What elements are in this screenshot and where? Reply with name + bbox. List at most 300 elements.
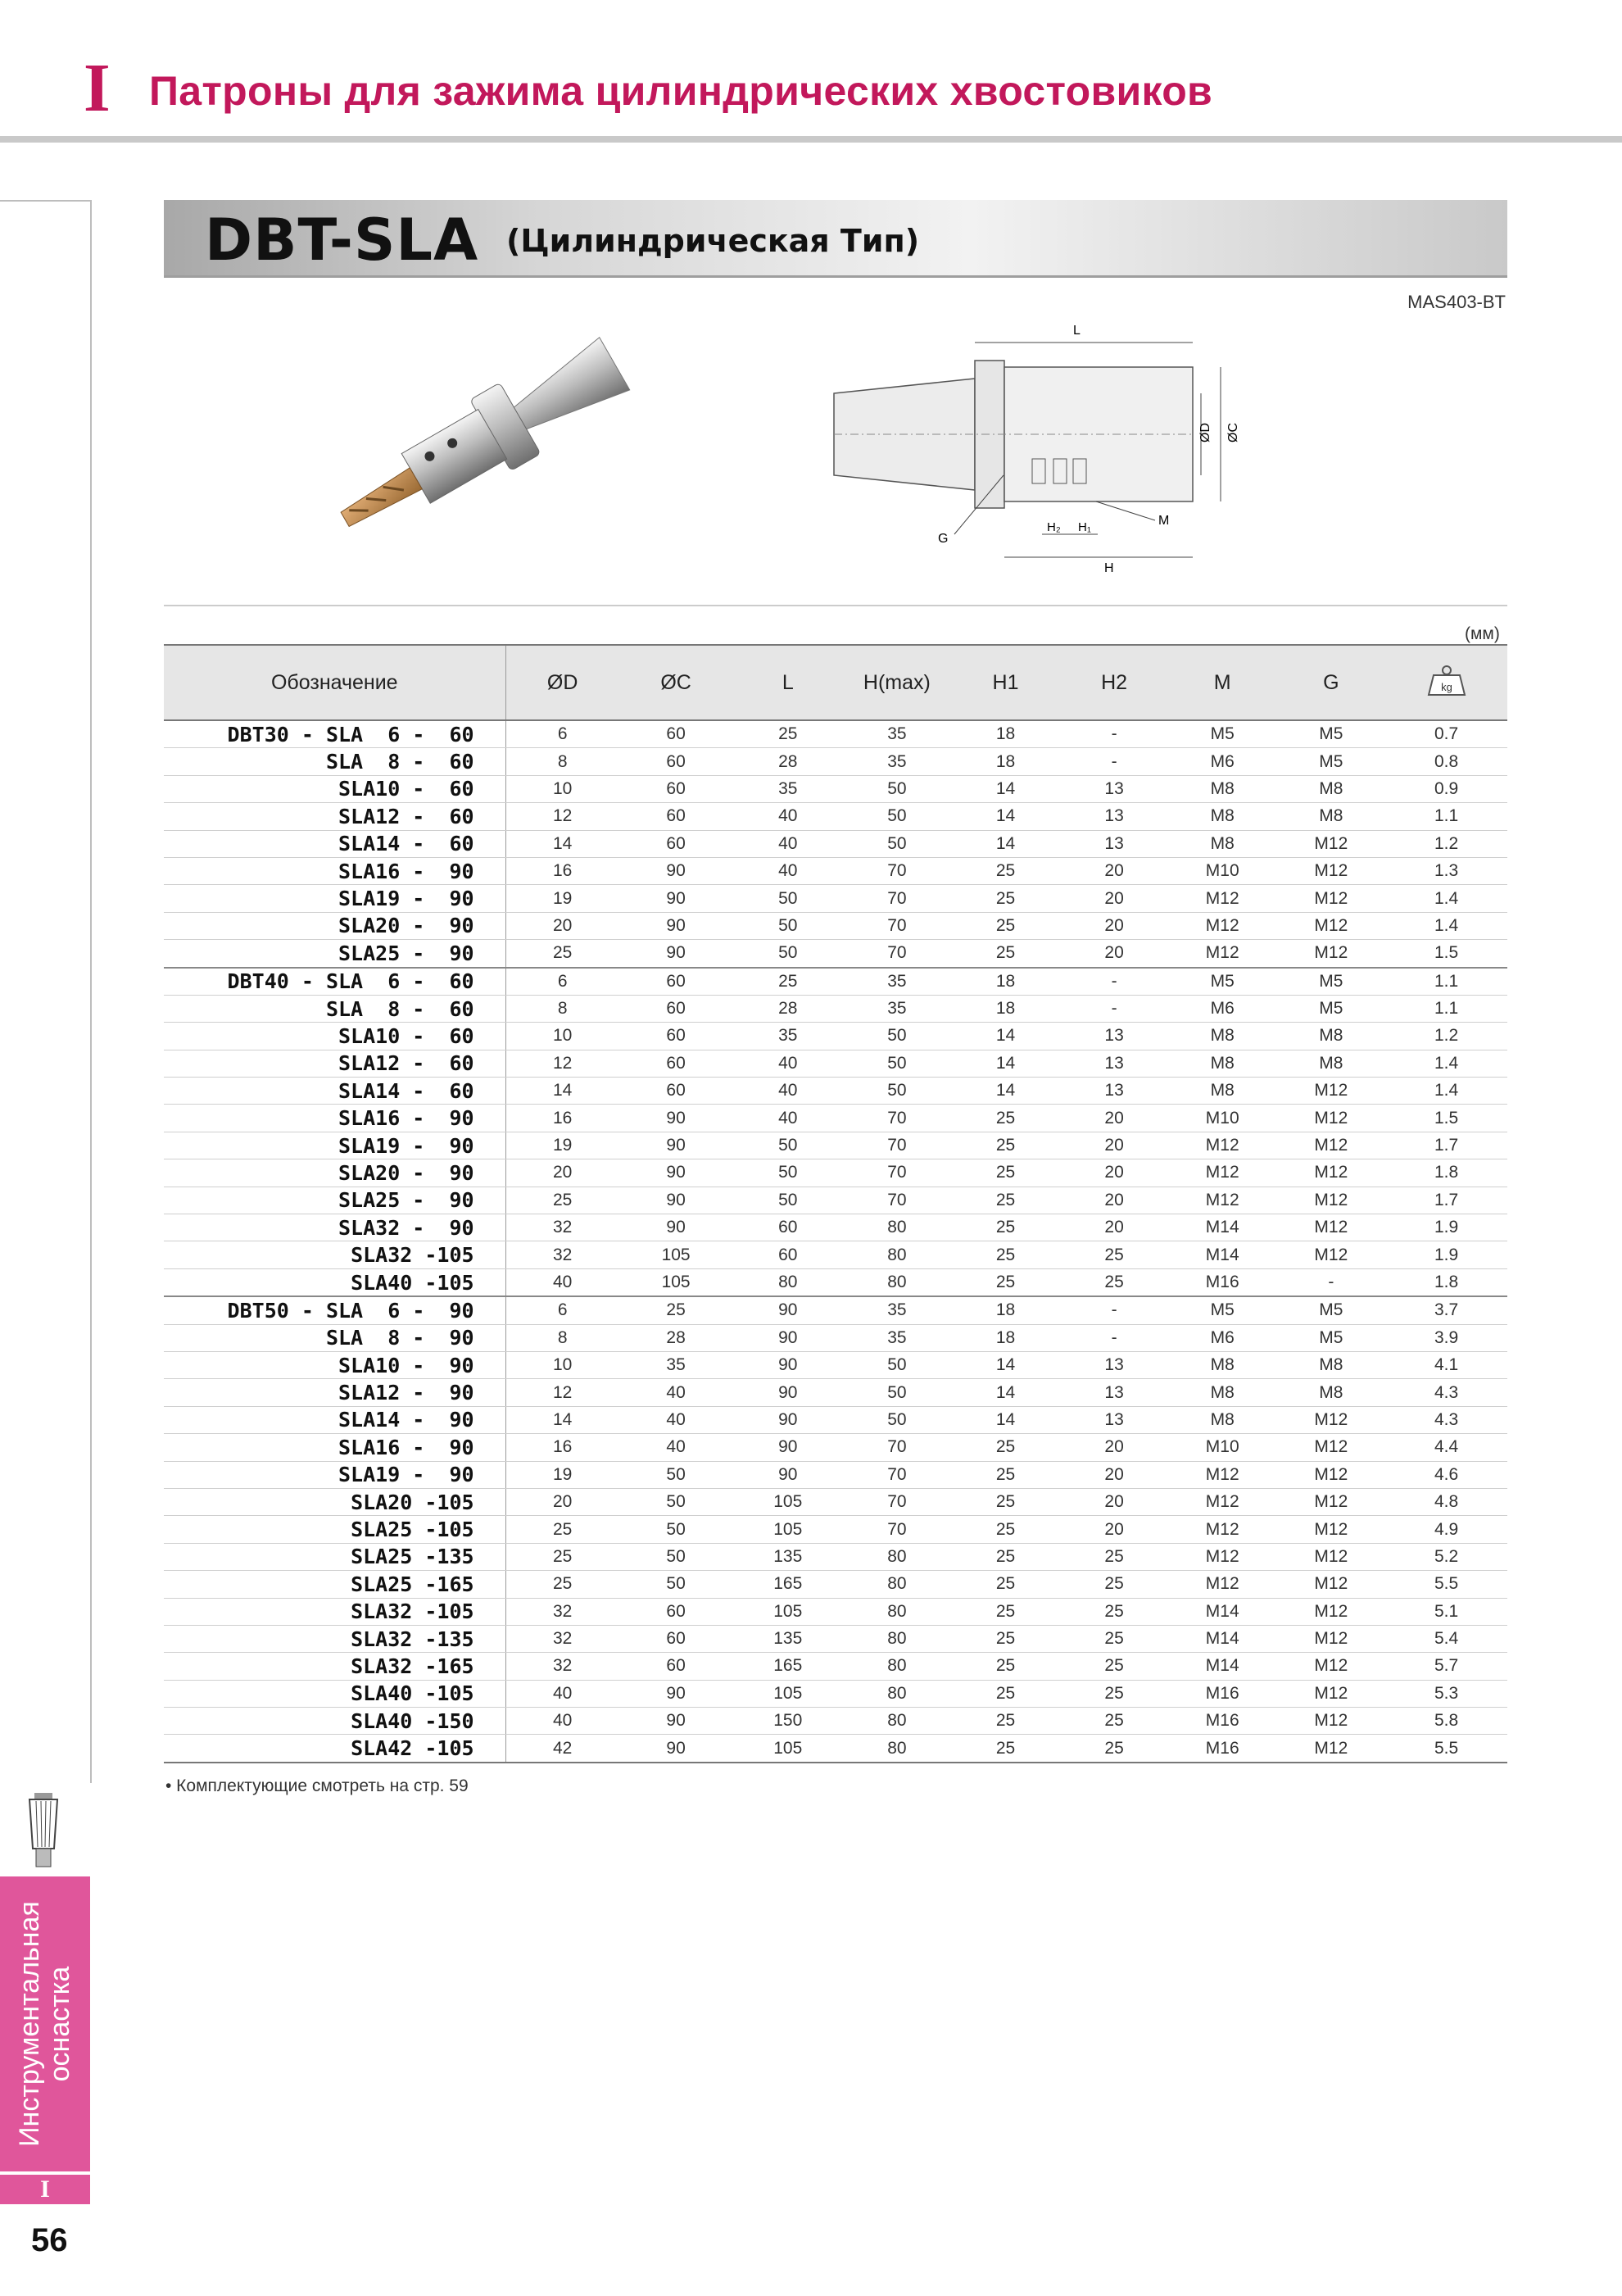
cell-hmax: 50 (843, 1406, 951, 1433)
cell-weight: 1.4 (1385, 1050, 1507, 1077)
table-row (164, 1324, 1507, 1351)
cell-l: 90 (732, 1461, 843, 1488)
cell-d: 12 (505, 803, 619, 830)
cell-l: 50 (732, 912, 843, 939)
cell-weight: 5.2 (1385, 1543, 1507, 1570)
cell-m: M5 (1168, 720, 1277, 748)
cell-l: 80 (732, 1268, 843, 1296)
cell-d: 25 (505, 1571, 619, 1598)
col-c: ØC (619, 645, 733, 720)
chapter-mark: I (84, 50, 111, 126)
cell-c: 90 (619, 1105, 733, 1132)
cell-g: M12 (1277, 1187, 1386, 1214)
cell-c: 90 (619, 1708, 733, 1735)
cell-l: 150 (732, 1708, 843, 1735)
cell-d: 40 (505, 1268, 619, 1296)
cell-d: 14 (505, 1406, 619, 1433)
table-row (164, 940, 1507, 968)
cell-m: M8 (1168, 1406, 1277, 1433)
cell-hmax: 70 (843, 1461, 951, 1488)
cell-designation: SLA25 -105 (164, 1516, 505, 1543)
cell-hmax: 70 (843, 1187, 951, 1214)
cell-h2: 25 (1060, 1571, 1168, 1598)
cell-weight: 1.8 (1385, 1268, 1507, 1296)
cell-l: 60 (732, 1241, 843, 1268)
cell-d: 25 (505, 1543, 619, 1570)
cell-d: 8 (505, 748, 619, 775)
cell-c: 60 (619, 1078, 733, 1105)
cell-hmax: 80 (843, 1241, 951, 1268)
cell-weight: 1.5 (1385, 940, 1507, 968)
left-frame (0, 200, 92, 1783)
cell-weight: 1.4 (1385, 885, 1507, 912)
cell-weight: 5.5 (1385, 1571, 1507, 1598)
unit-label: (мм) (1465, 624, 1500, 643)
cell-m: M12 (1168, 1187, 1277, 1214)
cell-m: M8 (1168, 1050, 1277, 1077)
table-row (164, 968, 1507, 996)
cell-designation: SLA25 - 90 (164, 940, 505, 968)
cell-h2: 25 (1060, 1543, 1168, 1570)
footnote: • Комплектующие смотреть на стр. 59 (165, 1776, 469, 1795)
cell-h1: 25 (951, 1132, 1061, 1159)
cell-designation: SLA10 - 90 (164, 1351, 505, 1378)
table-row (164, 1214, 1507, 1241)
cell-h2: 13 (1060, 1406, 1168, 1433)
cell-d: 14 (505, 1078, 619, 1105)
cell-l: 25 (732, 720, 843, 748)
separator (164, 605, 1507, 606)
cell-c: 50 (619, 1516, 733, 1543)
cell-h1: 25 (951, 1105, 1061, 1132)
cell-hmax: 70 (843, 1159, 951, 1187)
cell-l: 40 (732, 857, 843, 884)
cell-hmax: 70 (843, 1132, 951, 1159)
cell-l: 28 (732, 748, 843, 775)
cell-h1: 25 (951, 1680, 1061, 1707)
cell-weight: 1.9 (1385, 1241, 1507, 1268)
cell-hmax: 35 (843, 1296, 951, 1324)
cell-g: M12 (1277, 1159, 1386, 1187)
cell-g: M5 (1277, 748, 1386, 775)
cell-l: 105 (732, 1735, 843, 1763)
cell-m: M8 (1168, 1023, 1277, 1050)
cell-l: 40 (732, 830, 843, 857)
cell-hmax: 50 (843, 830, 951, 857)
cell-weight: 1.5 (1385, 1105, 1507, 1132)
cell-d: 25 (505, 1516, 619, 1543)
table-row (164, 775, 1507, 802)
cell-weight: 4.8 (1385, 1488, 1507, 1515)
spec-table-body (164, 720, 1507, 1763)
cell-h2: 13 (1060, 803, 1168, 830)
cell-l: 40 (732, 1050, 843, 1077)
cell-h1: 18 (951, 748, 1061, 775)
cell-m: M14 (1168, 1653, 1277, 1680)
cell-weight: 1.1 (1385, 995, 1507, 1022)
cell-d: 32 (505, 1241, 619, 1268)
cell-designation: SLA14 - 60 (164, 1078, 505, 1105)
cell-g: M12 (1277, 1653, 1386, 1680)
cell-designation: DBT30 - SLA 6 - 60 (164, 720, 505, 748)
cell-m: M10 (1168, 857, 1277, 884)
cell-h1: 25 (951, 1461, 1061, 1488)
cell-h2: 25 (1060, 1735, 1168, 1763)
cell-d: 25 (505, 1187, 619, 1214)
cell-h1: 25 (951, 1488, 1061, 1515)
cell-c: 60 (619, 1598, 733, 1625)
dim-c: ØC (1226, 423, 1240, 442)
cell-weight: 5.7 (1385, 1653, 1507, 1680)
cell-h2: 25 (1060, 1241, 1168, 1268)
cell-h1: 14 (951, 1406, 1061, 1433)
cell-h1: 25 (951, 1241, 1061, 1268)
cell-m: M6 (1168, 1324, 1277, 1351)
table-row (164, 1105, 1507, 1132)
cell-c: 35 (619, 1351, 733, 1378)
cell-h1: 25 (951, 912, 1061, 939)
cell-designation: SLA40 -150 (164, 1708, 505, 1735)
cell-weight: 1.9 (1385, 1214, 1507, 1241)
cell-c: 60 (619, 775, 733, 802)
cell-weight: 3.9 (1385, 1324, 1507, 1351)
cell-d: 20 (505, 912, 619, 939)
cell-g: M12 (1277, 1241, 1386, 1268)
cell-c: 60 (619, 968, 733, 996)
cell-m: M5 (1168, 968, 1277, 996)
col-d: ØD (505, 645, 619, 720)
cell-designation: SLA32 -105 (164, 1241, 505, 1268)
cell-g: M12 (1277, 1680, 1386, 1707)
cell-l: 90 (732, 1351, 843, 1378)
cell-l: 135 (732, 1625, 843, 1652)
cell-g: M8 (1277, 775, 1386, 802)
cell-h1: 25 (951, 1516, 1061, 1543)
cell-h2: 25 (1060, 1268, 1168, 1296)
cell-h2: 25 (1060, 1680, 1168, 1707)
cell-g: M12 (1277, 1735, 1386, 1763)
cell-hmax: 50 (843, 775, 951, 802)
cell-c: 50 (619, 1488, 733, 1515)
cell-designation: SLA20 -105 (164, 1488, 505, 1515)
dim-d: ØD (1198, 423, 1212, 442)
cell-weight: 4.6 (1385, 1461, 1507, 1488)
cell-h2: 25 (1060, 1708, 1168, 1735)
cell-g: M5 (1277, 995, 1386, 1022)
cell-designation: SLA16 - 90 (164, 1434, 505, 1461)
cell-l: 90 (732, 1296, 843, 1324)
cell-g: M12 (1277, 885, 1386, 912)
cell-weight: 4.3 (1385, 1406, 1507, 1433)
table-row (164, 1571, 1507, 1598)
col-designation: Обозначение (164, 645, 505, 720)
cell-c: 90 (619, 1159, 733, 1187)
cell-d: 8 (505, 1324, 619, 1351)
cell-h2: 20 (1060, 1461, 1168, 1488)
cell-h2: 20 (1060, 1516, 1168, 1543)
cell-l: 90 (732, 1434, 843, 1461)
cell-m: M12 (1168, 1488, 1277, 1515)
cell-m: M14 (1168, 1625, 1277, 1652)
cell-l: 105 (732, 1680, 843, 1707)
cell-c: 50 (619, 1571, 733, 1598)
cell-hmax: 80 (843, 1598, 951, 1625)
cell-hmax: 70 (843, 885, 951, 912)
cell-d: 40 (505, 1708, 619, 1735)
cell-m: M10 (1168, 1105, 1277, 1132)
cell-weight: 0.9 (1385, 775, 1507, 802)
section-tab-line2: оснастка (44, 1966, 75, 2082)
cell-l: 28 (732, 995, 843, 1022)
cell-g: M12 (1277, 1598, 1386, 1625)
cell-weight: 1.8 (1385, 1159, 1507, 1187)
cell-c: 60 (619, 1625, 733, 1652)
cell-m: M12 (1168, 1543, 1277, 1570)
cell-designation: SLA12 - 60 (164, 1050, 505, 1077)
cell-hmax: 80 (843, 1735, 951, 1763)
cell-h1: 25 (951, 1214, 1061, 1241)
table-row (164, 1434, 1507, 1461)
cell-h2: 20 (1060, 1434, 1168, 1461)
cell-hmax: 80 (843, 1708, 951, 1735)
cell-designation: SLA14 - 90 (164, 1406, 505, 1433)
cell-m: M8 (1168, 1078, 1277, 1105)
cell-h2: 13 (1060, 1351, 1168, 1378)
cell-h1: 25 (951, 1571, 1061, 1598)
cell-weight: 0.8 (1385, 748, 1507, 775)
cell-c: 50 (619, 1543, 733, 1570)
cell-weight: 4.4 (1385, 1434, 1507, 1461)
cell-designation: SLA25 -135 (164, 1543, 505, 1570)
cell-hmax: 35 (843, 968, 951, 996)
cell-h2: - (1060, 748, 1168, 775)
weight-icon (1427, 664, 1466, 697)
table-row (164, 1516, 1507, 1543)
cell-m: M8 (1168, 830, 1277, 857)
cell-m: M12 (1168, 1516, 1277, 1543)
cell-m: M14 (1168, 1214, 1277, 1241)
cell-c: 40 (619, 1406, 733, 1433)
cell-d: 25 (505, 940, 619, 968)
table-row (164, 1461, 1507, 1488)
cell-l: 135 (732, 1543, 843, 1570)
cell-g: M5 (1277, 1324, 1386, 1351)
cell-l: 50 (732, 885, 843, 912)
cell-g: M8 (1277, 1023, 1386, 1050)
cell-l: 40 (732, 1105, 843, 1132)
cell-h1: 18 (951, 968, 1061, 996)
cell-l: 165 (732, 1571, 843, 1598)
table-row (164, 1351, 1507, 1378)
cell-d: 32 (505, 1625, 619, 1652)
cell-h1: 25 (951, 1268, 1061, 1296)
cell-designation: SLA16 - 90 (164, 1105, 505, 1132)
cell-designation: SLA19 - 90 (164, 1132, 505, 1159)
cell-c: 105 (619, 1241, 733, 1268)
cell-m: M12 (1168, 1159, 1277, 1187)
cell-g: M12 (1277, 912, 1386, 939)
cell-h1: 25 (951, 1653, 1061, 1680)
table-row (164, 1708, 1507, 1735)
cell-m: M14 (1168, 1241, 1277, 1268)
cell-weight: 1.4 (1385, 912, 1507, 939)
cell-c: 90 (619, 912, 733, 939)
cell-c: 90 (619, 1132, 733, 1159)
col-h1: H1 (951, 645, 1061, 720)
table-row (164, 720, 1507, 748)
cell-designation: SLA32 - 90 (164, 1214, 505, 1241)
cell-d: 10 (505, 1023, 619, 1050)
cell-h1: 25 (951, 940, 1061, 968)
cell-hmax: 50 (843, 1078, 951, 1105)
cell-m: M6 (1168, 748, 1277, 775)
cell-d: 12 (505, 1379, 619, 1406)
cell-d: 10 (505, 1351, 619, 1378)
cell-c: 90 (619, 940, 733, 968)
table-row (164, 1543, 1507, 1570)
cell-weight: 5.5 (1385, 1735, 1507, 1763)
cell-h1: 14 (951, 803, 1061, 830)
section-tab[interactable] (0, 1876, 90, 2171)
collet-icon (25, 1791, 62, 1870)
cell-designation: SLA40 -105 (164, 1680, 505, 1707)
section-tab-text (15, 1885, 75, 2163)
cell-h1: 25 (951, 1625, 1061, 1652)
cell-c: 40 (619, 1434, 733, 1461)
section-number: I (0, 2175, 90, 2204)
cell-h2: 13 (1060, 1078, 1168, 1105)
cell-h2: 25 (1060, 1653, 1168, 1680)
cell-hmax: 50 (843, 1050, 951, 1077)
dim-m: M (1158, 514, 1170, 528)
cell-m: M16 (1168, 1680, 1277, 1707)
cell-h1: 18 (951, 720, 1061, 748)
cell-d: 19 (505, 1132, 619, 1159)
cell-designation: SLA42 -105 (164, 1735, 505, 1763)
dim-h2: H₂ (1047, 520, 1061, 534)
cell-hmax: 80 (843, 1543, 951, 1570)
cell-weight: 5.3 (1385, 1680, 1507, 1707)
cell-weight: 1.1 (1385, 803, 1507, 830)
cell-g: M5 (1277, 968, 1386, 996)
cell-l: 90 (732, 1379, 843, 1406)
cell-h1: 14 (951, 775, 1061, 802)
cell-weight: 4.9 (1385, 1516, 1507, 1543)
cell-c: 90 (619, 1680, 733, 1707)
standard-label: MAS403-BT (1407, 292, 1506, 312)
cell-c: 60 (619, 830, 733, 857)
cell-g: M8 (1277, 1351, 1386, 1378)
table-row (164, 995, 1507, 1022)
cell-l: 50 (732, 940, 843, 968)
col-g: G (1277, 645, 1386, 720)
cell-hmax: 35 (843, 1324, 951, 1351)
cell-d: 32 (505, 1653, 619, 1680)
cell-hmax: 50 (843, 803, 951, 830)
cell-g: - (1277, 1268, 1386, 1296)
cell-c: 90 (619, 885, 733, 912)
cell-h1: 25 (951, 1708, 1061, 1735)
cell-h2: 20 (1060, 940, 1168, 968)
cell-hmax: 50 (843, 1023, 951, 1050)
cell-hmax: 50 (843, 1351, 951, 1378)
cell-weight: 1.4 (1385, 1078, 1507, 1105)
cell-d: 8 (505, 995, 619, 1022)
cell-h1: 25 (951, 1187, 1061, 1214)
cell-hmax: 70 (843, 1488, 951, 1515)
cell-d: 16 (505, 1105, 619, 1132)
cell-c: 60 (619, 1050, 733, 1077)
cell-h2: 13 (1060, 1379, 1168, 1406)
cell-c: 50 (619, 1461, 733, 1488)
dim-h1: H₁ (1078, 520, 1091, 534)
cell-l: 40 (732, 803, 843, 830)
cell-d: 42 (505, 1735, 619, 1763)
cell-l: 35 (732, 775, 843, 802)
cell-m: M8 (1168, 803, 1277, 830)
header-rule (0, 136, 1622, 143)
cell-h2: 20 (1060, 1488, 1168, 1515)
cell-d: 16 (505, 1434, 619, 1461)
col-l: L (732, 645, 843, 720)
cell-g: M12 (1277, 1132, 1386, 1159)
cell-weight: 5.8 (1385, 1708, 1507, 1735)
cell-d: 19 (505, 885, 619, 912)
cell-m: M12 (1168, 1571, 1277, 1598)
cell-h1: 25 (951, 1735, 1061, 1763)
cell-h2: 20 (1060, 1214, 1168, 1241)
cell-l: 50 (732, 1132, 843, 1159)
cell-l: 90 (732, 1406, 843, 1433)
cell-h2: - (1060, 720, 1168, 748)
weight-unit: kg (1440, 680, 1452, 693)
dim-g: G (938, 532, 949, 546)
cell-h2: 13 (1060, 775, 1168, 802)
cell-g: M12 (1277, 1078, 1386, 1105)
cell-h2: 20 (1060, 885, 1168, 912)
cell-g: M5 (1277, 1296, 1386, 1324)
cell-h2: - (1060, 1324, 1168, 1351)
table-row (164, 803, 1507, 830)
cell-d: 32 (505, 1598, 619, 1625)
table-row (164, 1187, 1507, 1214)
dim-h: H (1104, 561, 1114, 575)
table-row (164, 1268, 1507, 1296)
table-row (164, 1653, 1507, 1680)
cell-m: M16 (1168, 1708, 1277, 1735)
table-row (164, 1406, 1507, 1433)
dimension-drawing (827, 311, 1270, 582)
cell-designation: SLA19 - 90 (164, 1461, 505, 1488)
cell-h1: 18 (951, 995, 1061, 1022)
cell-h1: 25 (951, 885, 1061, 912)
cell-h1: 25 (951, 857, 1061, 884)
cell-l: 50 (732, 1187, 843, 1214)
cell-h2: 20 (1060, 1159, 1168, 1187)
cell-h1: 25 (951, 1598, 1061, 1625)
cell-c: 90 (619, 1735, 733, 1763)
cell-hmax: 80 (843, 1571, 951, 1598)
cell-h2: 20 (1060, 1187, 1168, 1214)
cell-designation: SLA10 - 60 (164, 1023, 505, 1050)
table-row (164, 857, 1507, 884)
cell-weight: 4.3 (1385, 1379, 1507, 1406)
cell-c: 90 (619, 1187, 733, 1214)
col-m: M (1168, 645, 1277, 720)
cell-d: 14 (505, 830, 619, 857)
cell-g: M12 (1277, 857, 1386, 884)
cell-l: 165 (732, 1653, 843, 1680)
